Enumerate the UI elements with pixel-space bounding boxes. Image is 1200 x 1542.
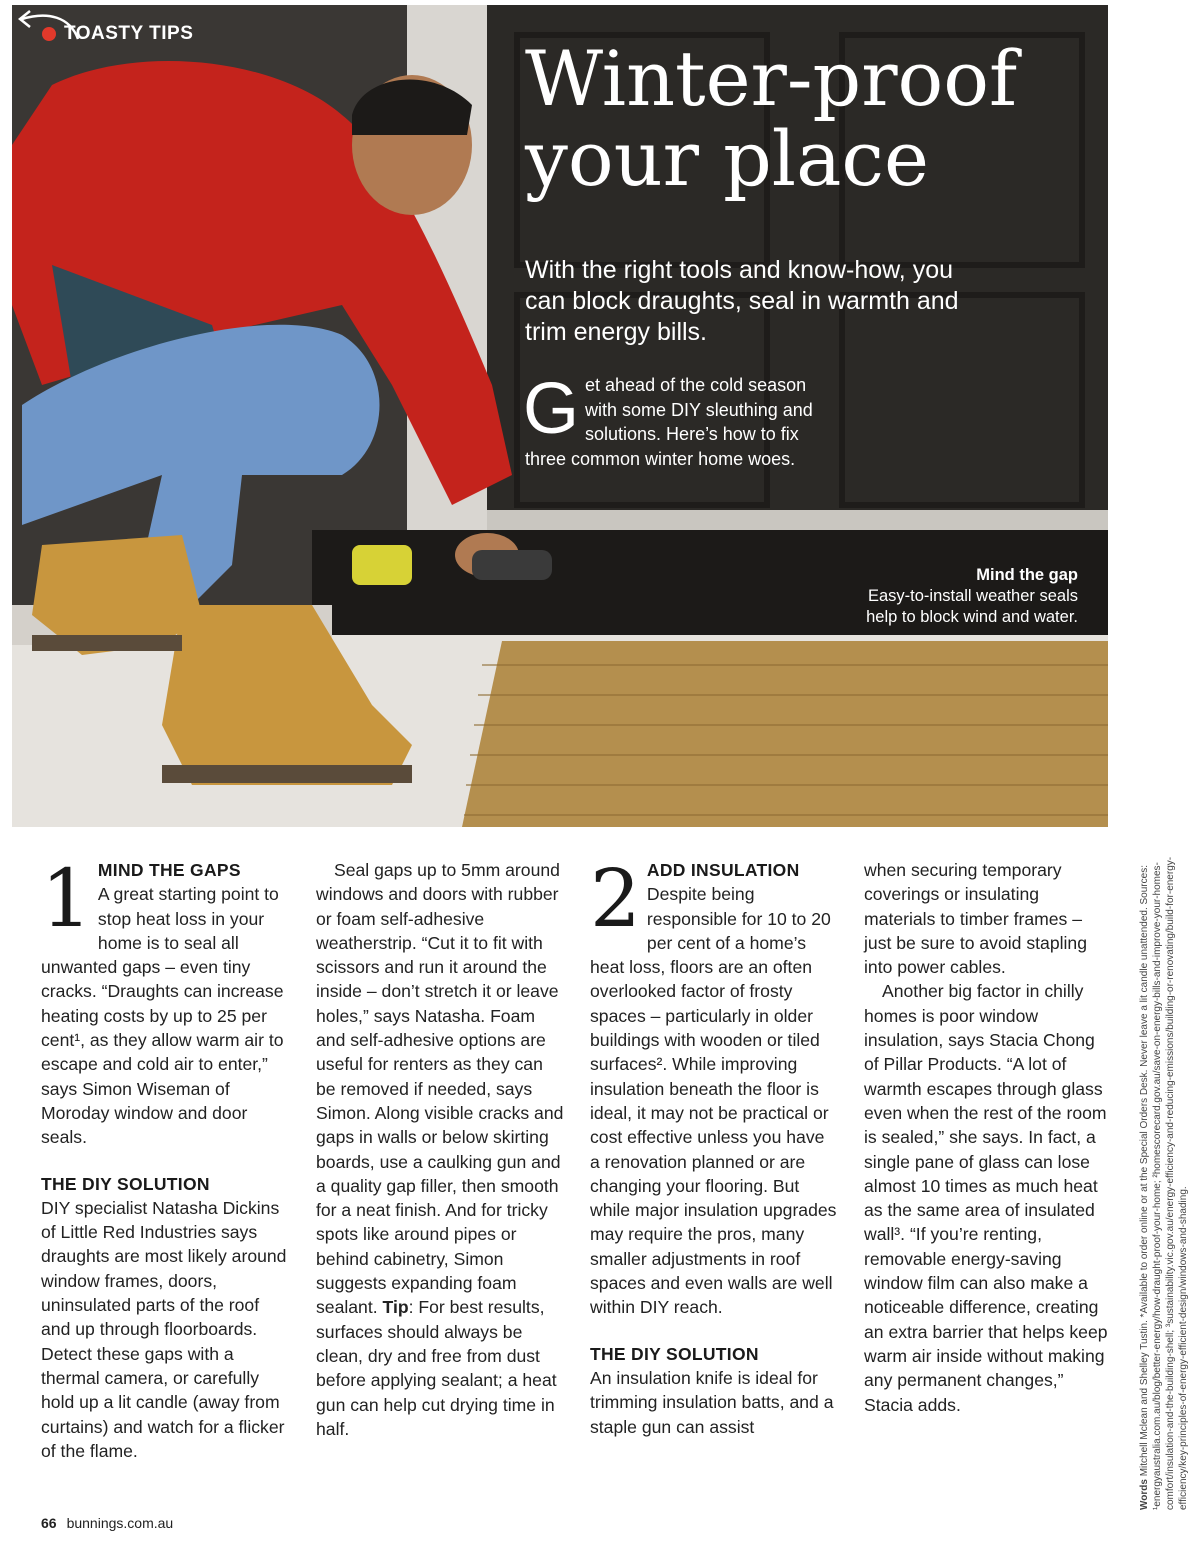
body-text: Seal gaps up to 5mm around windows and doors with rubber or foam self-adhesive weatherstrip. “Cut it to fit with scissors and run it around the inside – don’t stretch it or leave holes,” says Natasha. Foam and self-adhesive options are useful for renters as they can be removed if needed, says Simon. Along visible cracks and gaps in walls or below skirting boards, use a caulking gun and a quality gap filler, then smooth for a neat finish. And for tricky spots like around pipes or behind cabinetry, Simon suggests expanding foam sealant. (316, 860, 564, 1318)
tip-label: Tip (382, 1297, 409, 1318)
subheading: THE DIY SOLUTION (41, 1173, 210, 1194)
section-heading: MIND THE GAPS (97, 860, 241, 880)
body-paragraph: DIY specialist Natasha Dickins of Little Red Industries says draughts are most likely around window frames, doors, uninsulated parts of the roof and up through floorboards. Detect these gaps with a thermal camera, or carefully hold up a lit candle (away from curtains) and watch for a flicker of the flame. (41, 1197, 287, 1461)
credits-sources (1138, 850, 1190, 1510)
tip-text: : For best results, surfaces should always be clean, dry and free from dust before applying sealant; a heat gun can help cut drying time in half. (316, 1297, 557, 1439)
hero-photo (12, 5, 1108, 827)
headline: Winter-proof your place (525, 34, 1018, 203)
body-paragraph: Another big factor in chilly homes is poor window insulation, says Stacia Chong of Pillar Products. “A lot of warmth escapes through glass even when the rest of the room is sealed,” she says. In fact, a single pane of glass can lose almost 10 times as much heat as the same area of insulated wall³. “If you’re renting, removable energy-saving window film can also make a noticeable difference, creating an extra barrier that helps keep warm air inside without making any permanent changes,” Stacia adds. (864, 981, 1108, 1415)
curved-arrow-icon (12, 5, 82, 45)
photo-caption (866, 565, 1078, 628)
section-heading: ADD INSULATION (646, 860, 800, 880)
page-footer (41, 1515, 173, 1531)
caption-title: Mind the gap (976, 566, 1078, 584)
body-paragraph: when securing temporary coverings or insulating materials to timber frames – just be sure to avoid stapling into power cables. (864, 860, 1087, 978)
standfirst: With the right tools and know-how, you can block draughts, seal in warmth and trim energy bills. (525, 256, 959, 346)
site-url: bunnings.com.au (66, 1515, 174, 1531)
column-3 (590, 852, 838, 1439)
column-4 (864, 858, 1112, 1417)
body-paragraph (316, 858, 564, 1441)
page-number: 66 (41, 1515, 57, 1531)
body-paragraph: A great starting point to stop heat loss in your home is to seal all unwanted gaps – even tiny cracks. “Draughts can increase heating costs by up to 25 per cent¹, as they allow warm air to escape and cold air to enter,” says Simon Wiseman of Moroday window and door seals. (41, 884, 284, 1148)
intro-text: et ahead of the cold season with some DIY sleuthing and solutions. Here’s how to fix three common winter home woes. (525, 375, 813, 469)
intro-paragraph (523, 369, 825, 471)
body-paragraph: An insulation knife is ideal for trimming insulation batts, and a staple gun can assist (590, 1367, 834, 1437)
step-number: 2 (590, 852, 641, 945)
credits-label: Words (1139, 1479, 1150, 1510)
credits-text: Mitchell Mclean and Shelley Tustin. *Available to order online or at the Special Orders Desk. Never leave a lit candle unattended. Sources: ¹energyaustralia.com.au/blog/better-energy/how-draught-proof-your-home; ²homescorecard.gov.au/save-on-energy-bills-and-improve-your-homes-comfort/insulation-and-the-building-shell; ³sustainability.vic.gov.au/energy-efficiency-and-reducing-emissions/building-or-renovating/build-for-energy-efficiency/key-principles-of-energy-efficient-design/windows-and-shading. (1139, 856, 1189, 1510)
caption-line-2: help to block wind and water. (866, 608, 1078, 626)
body-paragraph: Despite being responsible for 10 to 20 per cent of a home’s heat loss, floors are an often overlooked factor of frosty spaces – particularly in older buildings with wooden or tiled surfaces². While improving insulation beneath the floor is ideal, it may not be practical or cost effective unless you have a renovation planned or are changing your flooring. But while major insulation upgrades may require the pros, many smaller adjustments in roof spaces and even walls are well within DIY reach. (590, 884, 837, 1318)
column-2 (316, 858, 564, 1441)
subheading: THE DIY SOLUTION (590, 1343, 759, 1364)
column-1 (41, 852, 289, 1463)
drop-cap: G (523, 369, 580, 449)
section-tag-label: TOASTY TIPS (64, 23, 194, 44)
caption-line-1: Easy-to-install weather seals (867, 587, 1078, 605)
step-number: 1 (41, 852, 92, 945)
